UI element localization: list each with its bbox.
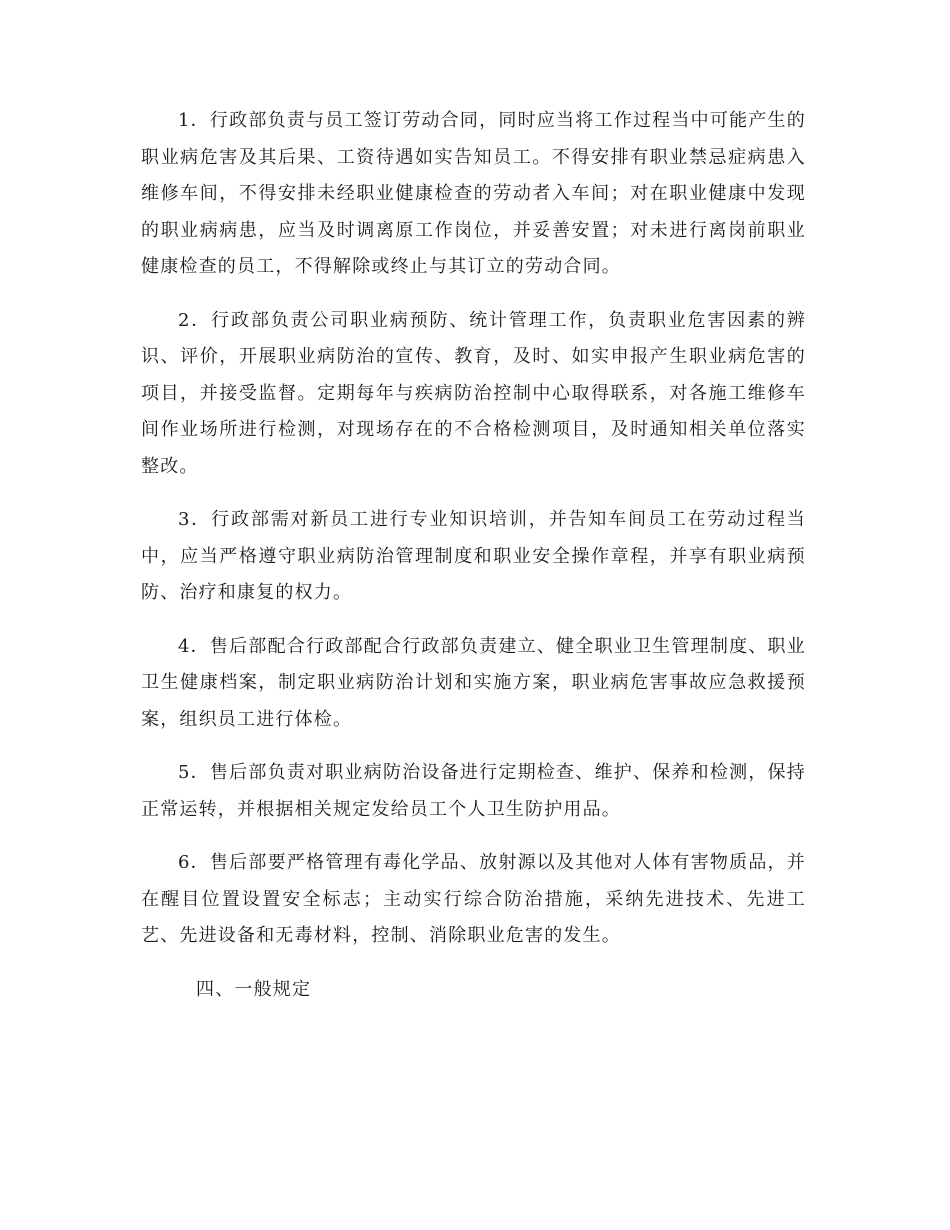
section-heading: 四、一般规定 xyxy=(196,978,312,1000)
document-page xyxy=(141,103,806,1008)
paragraph-5: 5．售后部负责对职业病防治设备进行定期检查、维护、保养和检测，保持正常运转，并根据相关规定发给员工个人卫生防护用品。 xyxy=(141,762,806,820)
paragraph-4: 4．售后部配合行政部配合行政部负责建立、健全职业卫生管理制度、职业卫生健康档案，制定职业病防治计划和实施方案，职业病危害事故应急救援预案，组织员工进行体检。 xyxy=(141,635,806,730)
paragraph-2: 2．行政部负责公司职业病预防、统计管理工作，负责职业危害因素的辨识、评价，开展职业病防治的宣传、教育，及时、如实申报产生职业病危害的项目，并接受监督。定期每年与疾病防治控制中心取得联系，对各施工维修车间作业场所进行检测，对现场存在的不合格检测项目，及时通知相关单位落实整改。 xyxy=(141,309,806,477)
paragraph-6: 6．售后部要严格管理有毒化学品、放射源以及其他对人体有害物质品，并在醒目位置设置安全标志；主动实行综合防治措施，采纳先进技术、先进工艺、先进设备和无毒材料，控制、消除职业危害的发生。 xyxy=(141,852,806,946)
paragraph-1: 1．行政部负责与员工签订劳动合同，同时应当将工作过程当中可能产生的职业病危害及其后果、工资待遇如实告知员工。不得安排有职业禁忌症病患入维修车间，不得安排未经职业健康检查的劳动者入车间；对在职业健康中发现的职业病病患，应当及时调离原工作岗位，并妥善安置；对未进行离岗前职业健康检查的员工，不得解除或终止与其订立的劳动合同。 xyxy=(141,110,806,277)
paragraph-3: 3．行政部需对新员工进行专业知识培训，并告知车间员工在劳动过程当中，应当严格遵守职业病防治管理制度和职业安全操作章程，并享有职业病预防、治疗和康复的权力。 xyxy=(141,509,806,603)
